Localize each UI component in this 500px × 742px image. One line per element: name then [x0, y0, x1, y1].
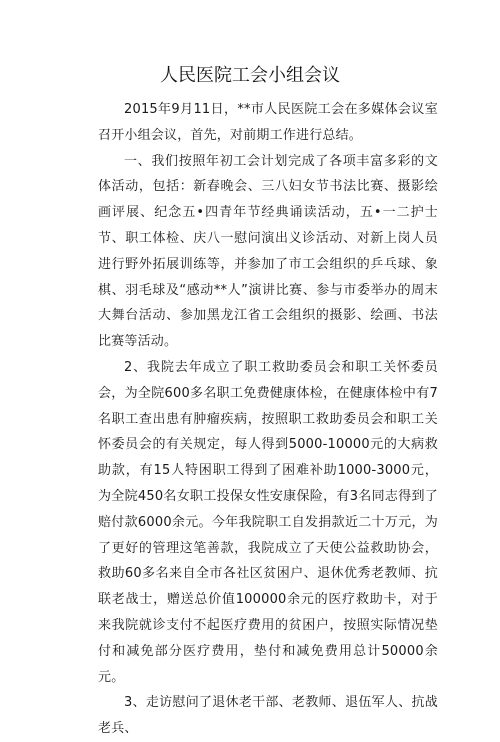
paragraph-intro: 2015年9月11日，**市人民医院工会在多媒体会议室召开小组会议，首先，对前期工作进行总结。 [98, 102, 438, 143]
document-body [98, 97, 438, 742]
document-title: 人民医院工会小组会议 [160, 65, 340, 86]
paragraph-visits: 3、走访慰问了退休老干部、老教师、退伍军人、抗战老兵、 [98, 695, 438, 737]
paragraph-relief: 2、我院去年成立了职工救助委员会和职工关怀委员会，为全院600多名职工免费健康体检，在健康体检中有7名职工查出患有肿瘤疾病，按照职工救助委员会和职工关怀委员会的有关规定，每人得到5000-10000元的大病救助款，有15人特困职工得到了困难补助1000-3000元，为全院450名女职工投保女性安康保险，有3名同志得到了赔付款6000余元。今年我院职工自发捐款近二十万元，为了更好的管理这笔善款，我院成立了天使公益救助协会，救助60多名来自全市各社区贫困户、退休优秀老教师、抗联老战士，赠送总价值100000余元的医疗救助卡，对于来我院就诊支付不起医疗费用的贫困户，按照实际情况垫付和减免部分医疗费用，垫付和减免费用总计50000余元。 [98, 359, 438, 685]
paragraph-activities: 一、我们按照年初工会计划完成了各项丰富多彩的文体活动，包括：新春晚会、三八妇女节书法比赛、摄影绘画评展、纪念五•四青年节经典诵读活动，五•一二护士节、职工体检、庆八一慰问演出义诊活动、对新上岗人员进行野外拓展训练等，并参加了市工会组织的乒乓球、象棋、羽毛球及“感动**人”演讲比赛、参与市委举办的周末大舞台活动、参加黑龙江省工会组织的摄影、绘画、书法比赛等活动。 [98, 153, 438, 350]
